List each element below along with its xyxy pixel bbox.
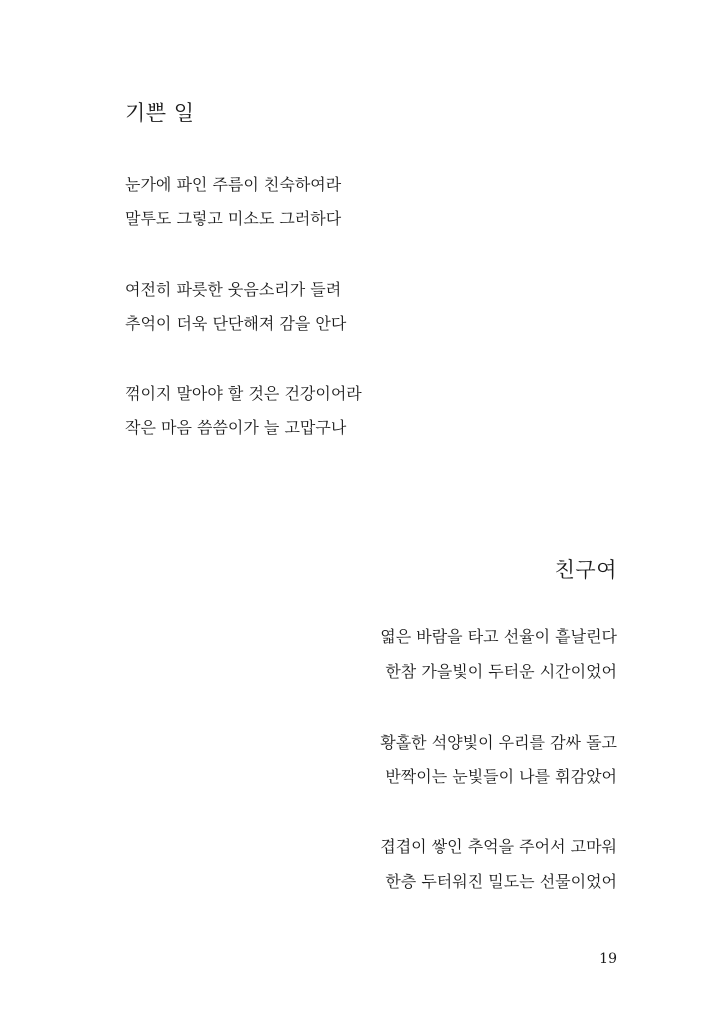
poem-line: 눈가에 파인 주름이 친숙하여라 <box>125 175 342 194</box>
poem-title: 기쁜 일 <box>125 101 195 125</box>
poem-line: 여전히 파릇한 웃음소리가 들려 <box>125 280 342 299</box>
page-number: 19 <box>599 951 617 967</box>
poem-line: 한참 가을빛이 두터운 시간이었어 <box>385 662 617 681</box>
poem-line: 황홀한 석양빛이 우리를 감싸 돌고 <box>380 733 617 752</box>
poem-line: 한층 두터워진 밀도는 선물이었어 <box>385 872 617 891</box>
poem-line: 말투도 그렇고 미소도 그러하다 <box>125 209 342 228</box>
poem-title: 친구여 <box>554 558 617 582</box>
poem-line: 겹겹이 쌓인 추억을 주어서 고마워 <box>380 837 617 856</box>
poem-line: 작은 마음 씀씀이가 늘 고맙구나 <box>125 418 347 437</box>
poem-line: 반짝이는 눈빛들이 나를 휘감았어 <box>385 767 617 786</box>
poem-line: 추억이 더욱 단단해져 감을 안다 <box>125 314 347 333</box>
poem-line: 엷은 바람을 타고 선율이 흩날린다 <box>380 627 617 646</box>
poem-line: 꺾이지 말아야 할 것은 건강이어라 <box>125 384 362 403</box>
